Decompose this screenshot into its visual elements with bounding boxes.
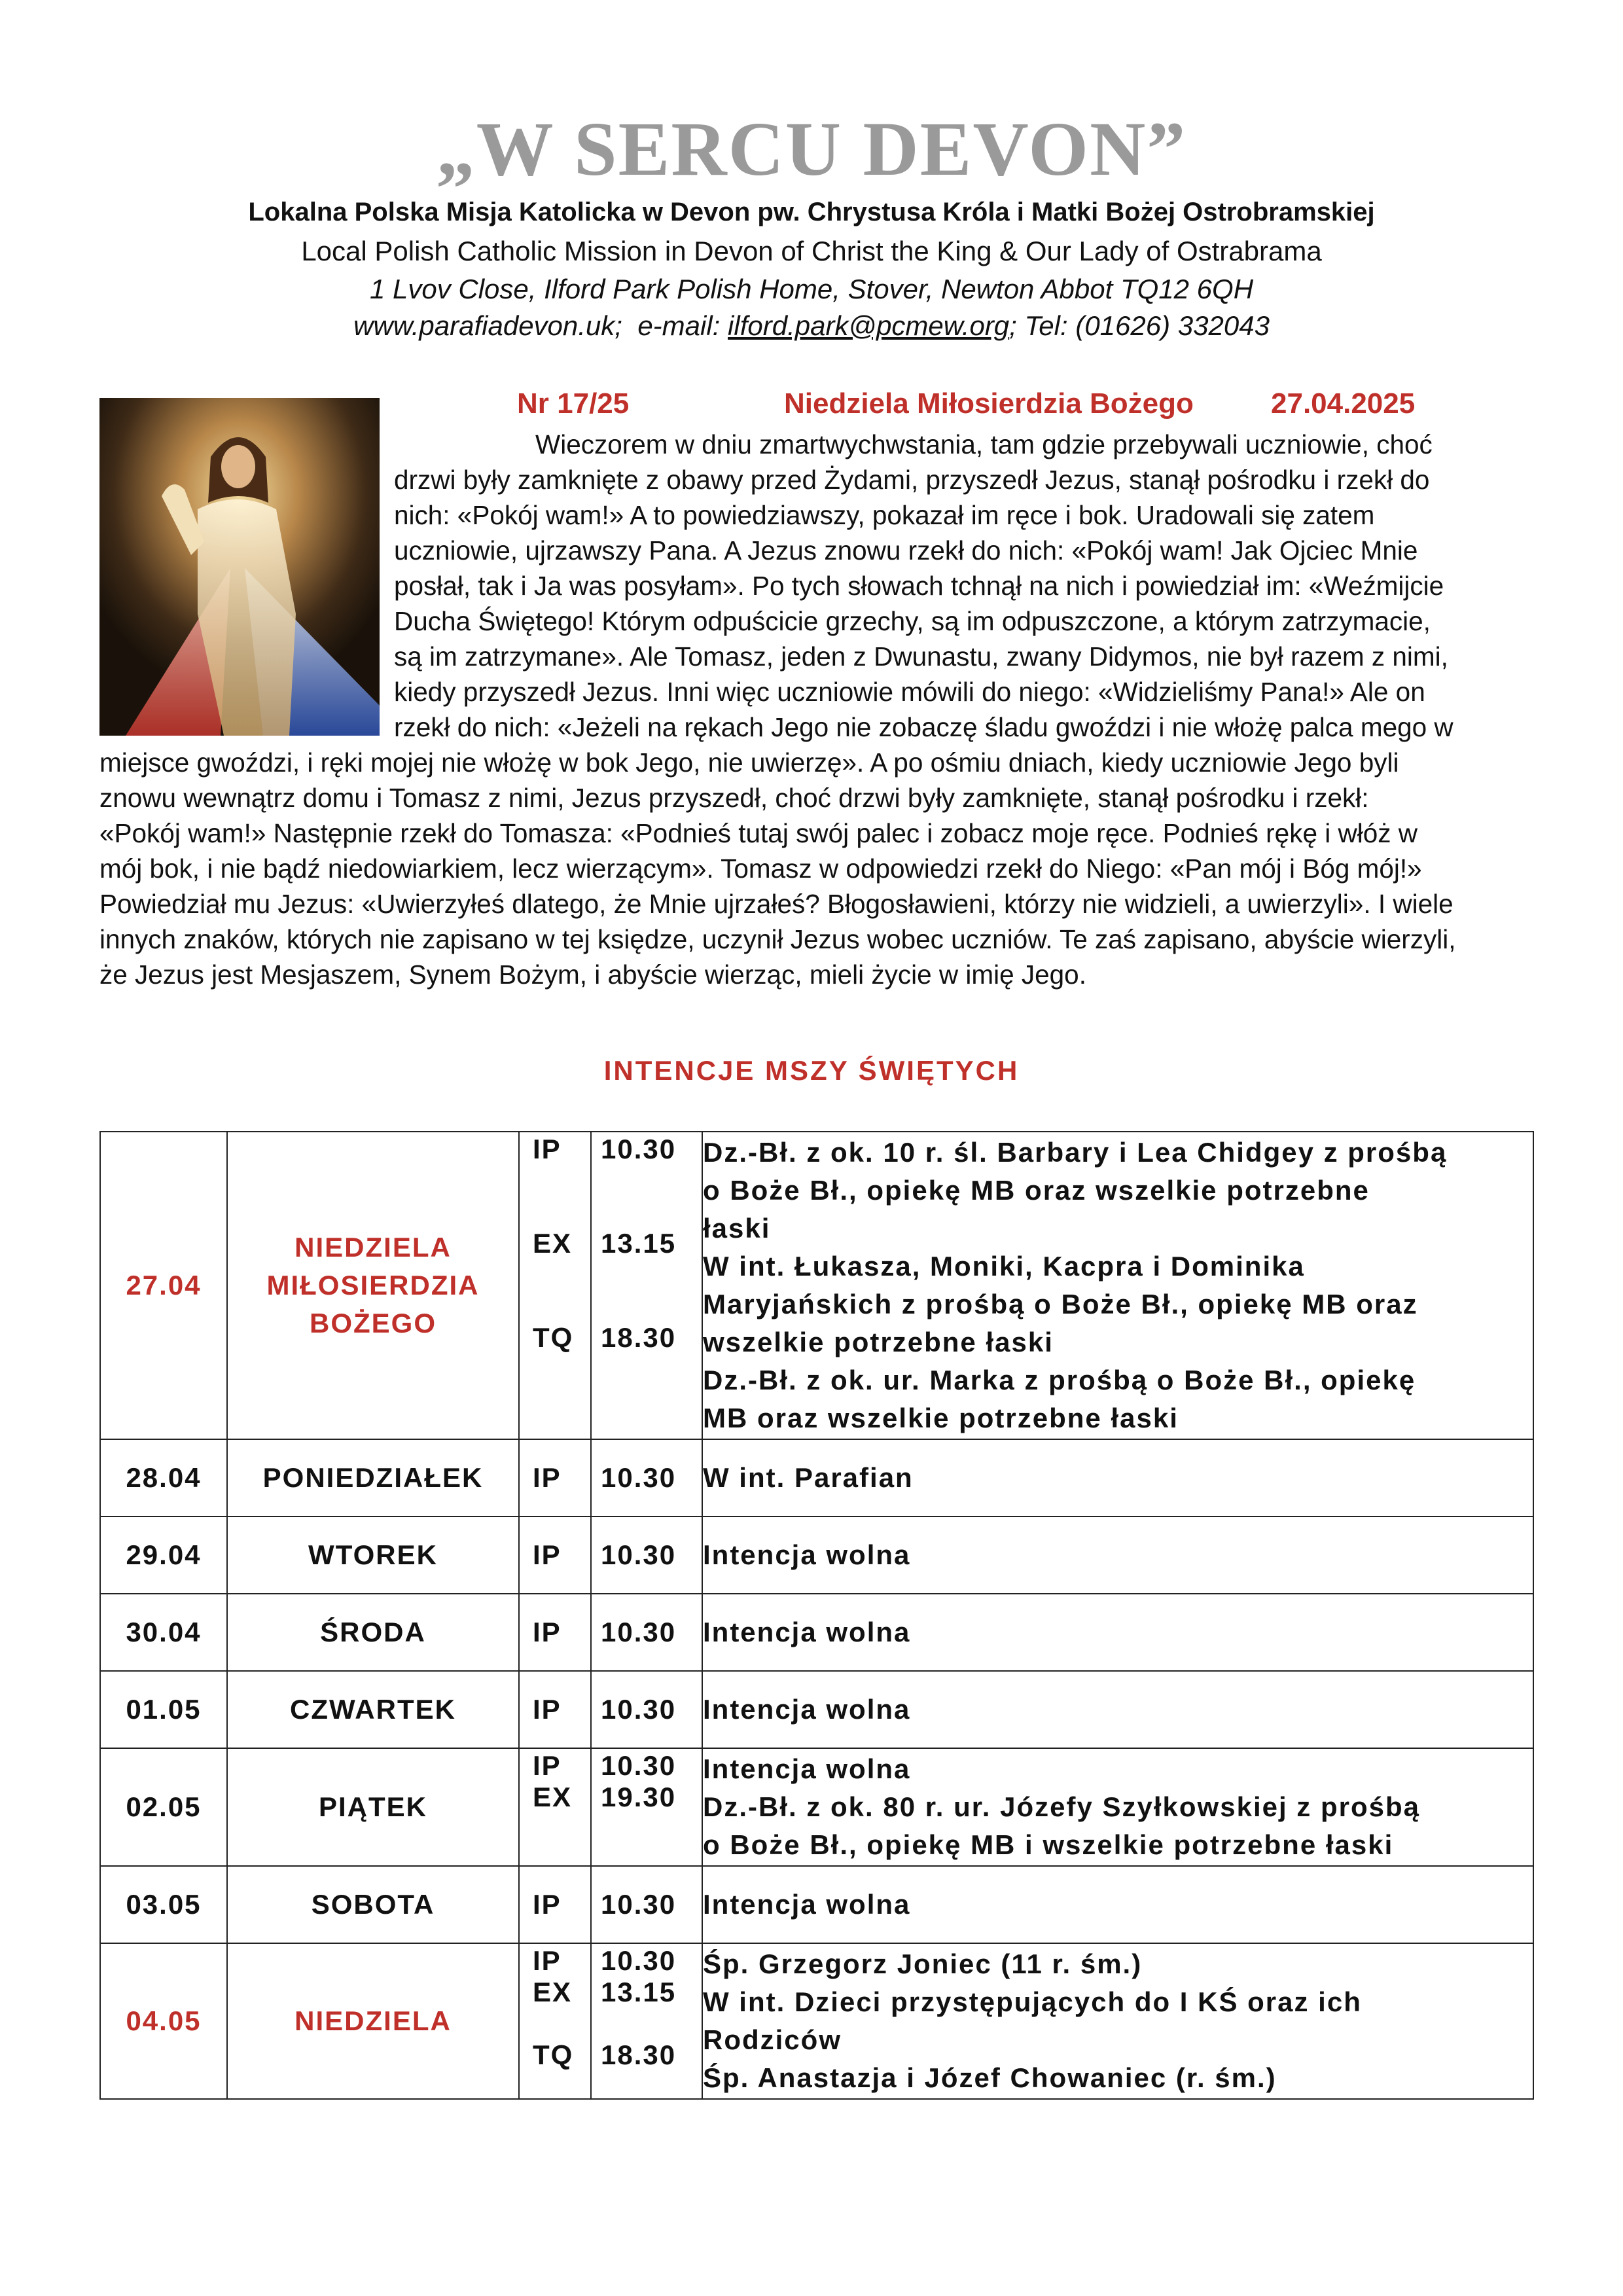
mass-intention-line: Dz.-Bł. z ok. 10 r. śl. Barbary i Lea Chidgey z prośbą [703,1137,1448,1168]
mass-location-line: EX [533,1977,573,2007]
mass-row [100,1943,1533,2099]
mass-time-line: 10.30 [601,1617,677,1647]
mass-location-line: IP [533,1462,562,1493]
mass-location-line [520,1291,590,1322]
mass-intention [702,1132,1533,1439]
mass-intention-line: Śp. Grzegorz Joniec (11 r. śm.) [703,1948,1143,1979]
mass-time-line: 19.30 [601,1782,677,1812]
mass-date: 27.04 [100,1132,227,1439]
gospel-line: nich: «Pokój wam!» A to powiedziawszy, pokazał im ręce i bok. Uradowali się zatem [394,500,1375,530]
mass-intention-line: Intencja wolna [703,1753,911,1784]
mass-intention-line: Intencja wolna [703,1617,911,1647]
mass-time [591,1671,702,1748]
mass-time [591,1943,702,2099]
mass-date: 02.05 [100,1748,227,1866]
mass-day [227,1866,519,1943]
mass-day-line: SOBOTA [311,1889,435,1920]
mass-location-line [520,1165,590,1196]
gospel-line: Wieczorem w dniu zmartwychwstania, tam gdzie przebywali uczniowie, choć [535,429,1433,459]
mass-location-line: IP [533,1617,562,1647]
gospel-line: rzekł do nich: «Jeżeli na rękach Jego nie zobaczę śladu gwoździ i nie włożę palca mego w [394,712,1454,742]
gospel-line: są im zatrzymane». Ale Tomasz, jeden z Dwunastu, zwany Didymos, nie był razem z nimi, [394,641,1448,672]
mass-location-line: IP [533,1750,562,1781]
mass-row [100,1748,1533,1866]
mass-day [227,1671,519,1748]
mass-date: 29.04 [100,1516,227,1594]
mass-time-line: 10.30 [601,1889,677,1920]
phone-text: ; Tel: (01626) 332043 [1009,310,1270,341]
mass-intention-line: W int. Dzieci przystępujących do I KŚ oraz ich [703,1986,1362,2017]
mass-intention-line: o Boże Bł., opiekę MB i wszelkie potrzebne łaski [703,1829,1394,1860]
mass-row [100,1132,1533,1439]
mass-location-code [519,1748,591,1866]
gospel-line: Powiedział mu Jezus: «Uwierzyłeś dlatego, że Mnie ujrzałeś? Błogosławieni, którzy nie widzieli, a uwierzyli». I wiele [99,889,1454,919]
mass-location-line [520,1813,590,1844]
mass-intention-line: Intencja wolna [703,1889,911,1920]
mass-day-line: PIĄTEK [318,1791,427,1822]
mass-day [227,1132,519,1439]
mass-time [591,1594,702,1671]
mass-row [100,1439,1533,1516]
mission-name-english: Local Polish Catholic Mission in Devon of Christ the King & Our Lady of Ostrabrama [301,236,1322,266]
mass-location-code [519,1132,591,1439]
mass-time [591,1748,702,1866]
mass-intention [702,1943,1533,2099]
mass-time [591,1132,702,1439]
gospel-text-full-width [99,745,1533,992]
mass-time-line: 18.30 [601,2039,677,2070]
mass-time-line: 10.30 [601,1694,677,1725]
gospel-line: kiedy przyszedł Jezus. Inni więc uczniowie mówili do niego: «Widzieliśmy Pana!» Ale on [394,677,1425,707]
mass-location-line: IP [533,1539,562,1570]
contact-line [0,310,1623,342]
gospel-line: znowu wewnątrz domu i Tomasz z nimi, Jezus przyszedł, choć drzwi były zamknięte, stanął pośrodku i rzekł: [99,783,1369,813]
mass-intention-line: W int. Parafian [703,1462,914,1493]
mass-location-code [519,1866,591,1943]
mass-day [227,1943,519,2099]
issue-date: 27.04.2025 [1271,387,1416,420]
website-link[interactable]: www.parafiadevon.uk; [353,310,622,341]
email-link[interactable]: ilford.park@pcmew.org [728,310,1010,341]
mass-intention-line: Maryjańskich z prośbą o Boże Bł., opiekę MB oraz [703,1289,1418,1319]
mass-location-code [519,1594,591,1671]
mass-time [591,1439,702,1516]
mass-time-line: 10.30 [601,1462,677,1493]
mass-day-line: NIEDZIELA [294,2005,452,2036]
mass-row [100,1594,1533,1671]
mass-intention [702,1594,1533,1671]
mass-intention [702,1866,1533,1943]
mass-intention-line: Dz.-Bł. z ok. 80 r. ur. Józefy Szyłkowskiej z prośbą [703,1791,1421,1822]
mass-location-line: IP [533,1945,562,1976]
mass-day [227,1594,519,1671]
mass-intention-line: W int. Łukasza, Moniki, Kacpra i Dominika [703,1251,1305,1282]
mass-location-code [519,1943,591,2099]
gospel-text-beside-image [394,427,1533,745]
mass-time-line [592,1354,702,1385]
gospel-line: że Jezus jest Mesjaszem, Synem Bożym, i abyście wierząc, mieli życie w imię Jego. [99,960,1086,990]
mass-day [227,1748,519,1866]
mass-location-line: EX [533,1228,573,1259]
mass-date: 01.05 [100,1671,227,1748]
issue-number: Nr 17/25 [517,387,630,420]
mass-day-line: ŚRODA [320,1617,426,1647]
issue-feast: Niedziela Miłosierdzia Bożego [784,387,1194,420]
mass-time-line: 10.30 [601,1945,677,1976]
mass-time-line: 10.30 [601,1539,677,1570]
mass-time-line: 10.30 [601,1750,677,1781]
mass-day-line: CZWARTEK [290,1694,456,1725]
gospel-line: «Pokój wam!» Następnie rzekł do Tomasza: «Podnieś tutaj swój palec i zobacz moje ręce. Podnieś rękę i włóż w [99,818,1418,848]
mass-intention [702,1516,1533,1594]
section-title-mass-intentions: INTENCJE MSZY ŚWIĘTYCH [603,1055,1020,1086]
mass-location-code [519,1671,591,1748]
mass-day-line: NIEDZIELA [294,1232,452,1263]
mission-address: 1 Lvov Close, Ilford Park Polish Home, Stover, Newton Abbot TQ12 6QH [369,274,1254,304]
mass-intention [702,1439,1533,1516]
mass-time [591,1866,702,1943]
mass-location-line: TQ [533,1322,574,1353]
mass-location-line [520,1196,590,1228]
mass-day [227,1516,519,1594]
mass-location-line: IP [533,1134,562,1164]
mass-location-line [520,2008,590,2039]
mass-intention-line: Intencja wolna [703,1539,911,1570]
mass-location-line: EX [533,1782,573,1812]
mass-time-line: 13.15 [601,1228,677,1259]
mass-location-line: IP [533,1694,562,1725]
mass-time-line [592,1813,702,1844]
mass-day-line: BOŻEGO [309,1308,437,1338]
mass-intention [702,1671,1533,1748]
mass-location-line [520,1259,590,1291]
mass-location-line [520,1354,590,1385]
gospel-line: uczniowie, ujrzawszy Pana. A Jezus znowu rzekł do nich: «Pokój wam! Jak Ojciec Mnie [394,535,1418,565]
mass-location-line: IP [533,1889,562,1920]
mass-date: 28.04 [100,1439,227,1516]
gospel-line: mój bok, i nie bądź niedowiarkiem, lecz wierzącym». Tomasz w odpowiedzi rzekł do Niego: «Pan mój i Bóg mój!» [99,853,1422,884]
mass-time-line: 18.30 [601,1322,677,1353]
mass-intention-line: o Boże Bł., opiekę MB oraz wszelkie potrzebne [703,1175,1370,1206]
mass-intention-line: Rodziców [703,2024,842,2055]
mass-time-line [592,1165,702,1196]
mass-intention-line: łaski [703,1213,771,1244]
mass-location-line: TQ [533,2039,574,2070]
mass-time-line: 13.15 [601,1977,677,2007]
email-label: e-mail: [637,310,721,341]
mass-intention-line: wszelkie potrzebne łaski [703,1327,1054,1357]
mass-time-line [592,2008,702,2039]
mass-day [227,1439,519,1516]
gospel-line: miejsce gwoździ, i ręki mojej nie włożę w bok Jego, nie uwierzę». A po ośmiu dniach, kiedy uczniowie Jego byli [99,747,1399,778]
mass-time-line [592,1291,702,1322]
mass-time [591,1516,702,1594]
gospel-line: innych znaków, których nie zapisano w tej księdze, uczynił Jezus wobec uczniów. Te zaś zapisano, abyście wierzyli, [99,924,1456,954]
mass-intention-line: Intencja wolna [703,1694,911,1725]
mass-date: 03.05 [100,1866,227,1943]
mass-intention-line: Dz.-Bł. z ok. ur. Marka z prośbą o Boże Bł., opiekę [703,1365,1416,1395]
mass-intention [702,1748,1533,1866]
mass-row [100,1671,1533,1748]
mass-location-code [519,1516,591,1594]
mass-row [100,1516,1533,1594]
gospel-line: Ducha Świętego! Którym odpuścicie grzechy, są im odpuszczone, a którym zatrzymacie, [394,606,1431,636]
mass-intention-line: MB oraz wszelkie potrzebne łaski [703,1403,1179,1433]
mass-day-line: WTOREK [308,1539,438,1570]
mass-intention-line: Śp. Anastazja i Józef Chowaniec (r. śm.) [703,2062,1277,2093]
mass-location-code [519,1439,591,1516]
mass-time-line [592,1259,702,1291]
mass-day-line: PONIEDZIAŁEK [262,1462,484,1493]
newsletter-title: „W SERCU DEVON” [436,106,1187,192]
mass-time-line: 10.30 [601,1134,677,1164]
divine-mercy-image [99,398,380,736]
gospel-line: drzwi były zamknięte z obawy przed Żydami, przyszedł Jezus, stanął pośrodku i rzekł do [394,465,1430,495]
mass-date: 30.04 [100,1594,227,1671]
mass-intentions-table [99,1131,1534,2100]
mission-name-polish: Lokalna Polska Misja Katolicka w Devon pw. Chrystusa Króla i Matki Bożej Ostrobramskiej [248,198,1375,226]
gospel-line: posłał, tak i Ja was posyłam». Po tych słowach tchnął na nich i powiedział im: «Weźmijcie [394,571,1444,601]
mass-time-line [592,1196,702,1228]
mass-day-line: MIŁOSIERDZIA [266,1270,480,1300]
mass-date: 04.05 [100,1943,227,2099]
mass-row [100,1866,1533,1943]
